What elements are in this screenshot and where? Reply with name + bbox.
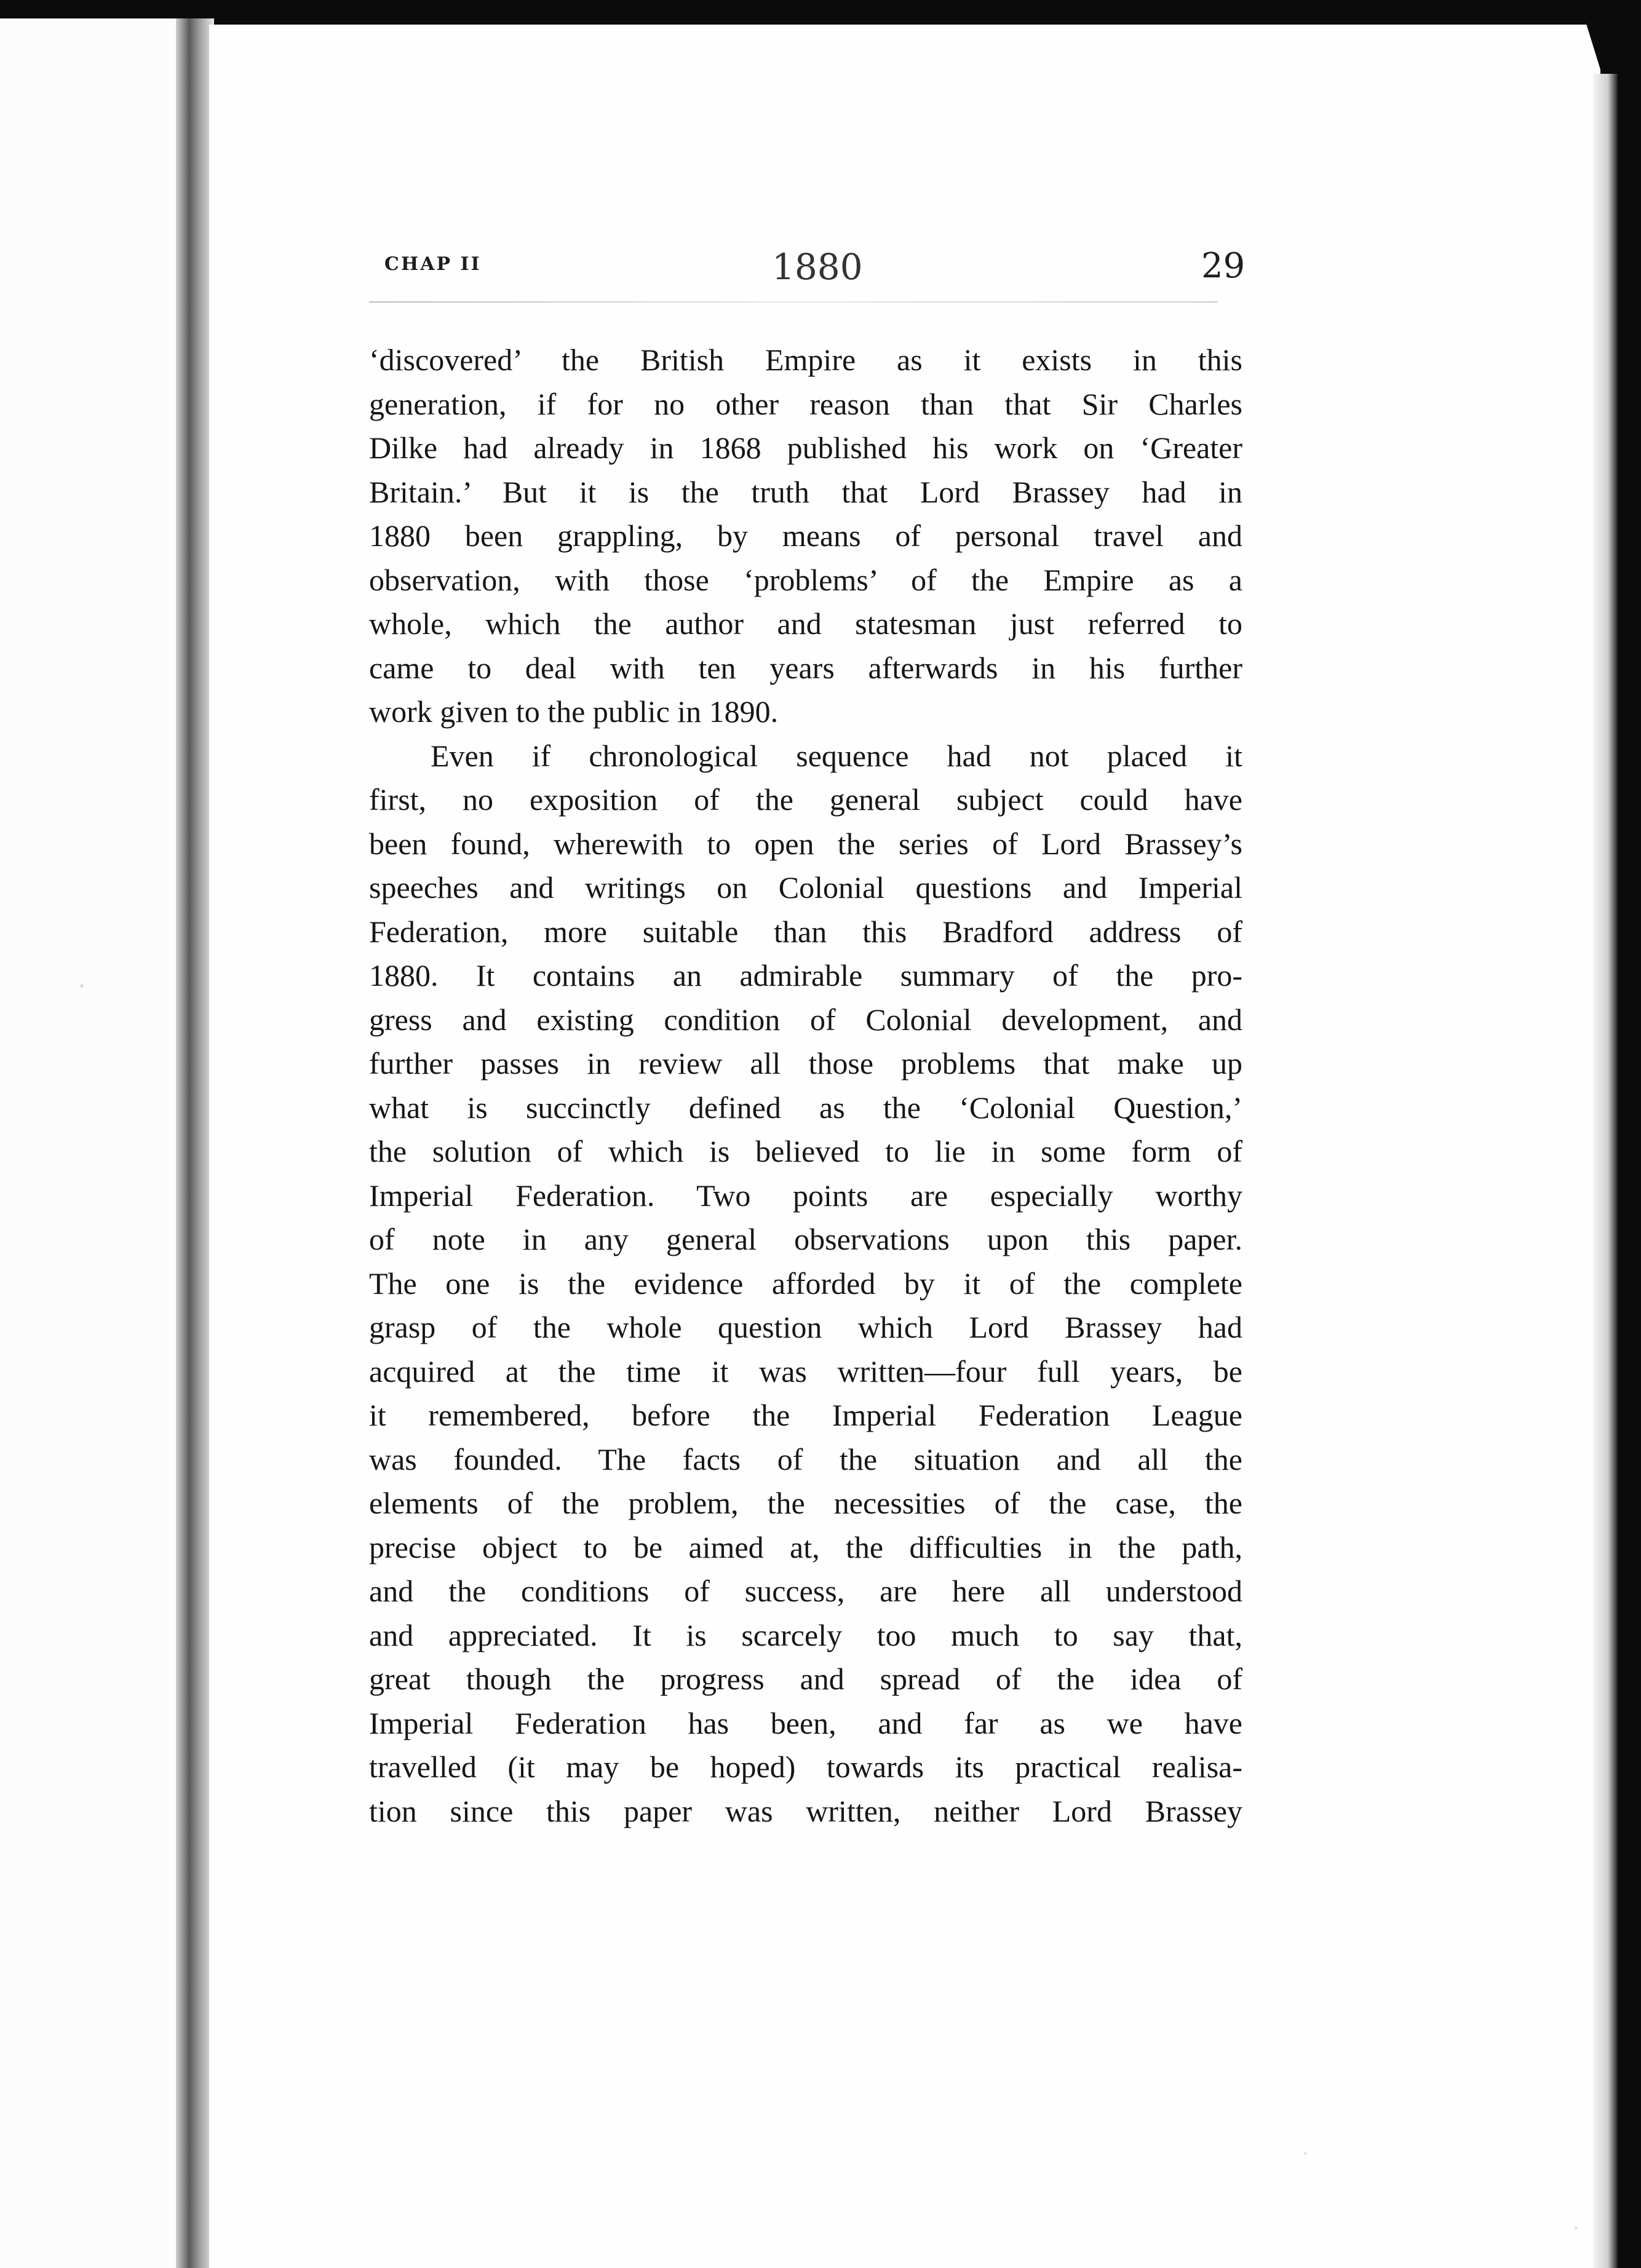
text-line: whole, which the author and statesman just referred to [369,606,1242,641]
page-right-edge [1593,74,1618,2268]
scan-speck [80,984,84,988]
text-line: the solution of which is believed to lie in some form of [369,1134,1242,1168]
text-line: ‘discovered’ the British Empire as it exists in this [369,343,1242,377]
text-line: Britain.’ But it is the truth that Lord Brassey had in [369,474,1242,509]
text-line: was founded. The facts of the situation and all the [369,1441,1242,1477]
text-line: 1880 been grappling, by means of personal travel and [369,518,1242,553]
text-line: Imperial Federation. Two points are especially worthy [369,1178,1242,1213]
text-line: and appreciated. It is scarcely too much to say that, [369,1617,1242,1652]
text-line: Imperial Federation has been, and far as we have [369,1705,1242,1740]
text-line: The one is the evidence afforded by it of the complete [369,1266,1242,1301]
text-line: work given to the public in 1890. [369,694,779,729]
text-line: been found, wherewith to open the series of Lord Brassey’s [369,826,1242,861]
book-gutter-shadow [176,18,214,2268]
facing-page-edge [0,18,185,2268]
text-line: tion since this paper was written, neither Lord Brassey [369,1793,1242,1828]
text-line: elements of the problem, the necessities of the case, the [369,1486,1242,1520]
text-line: acquired at the time it was written—four full years, be [369,1354,1242,1389]
text-line: first, no exposition of the general subject could have [369,782,1242,817]
text-line: it remembered, before the Imperial Federation League [369,1398,1242,1432]
scan-speck [1575,2226,1578,2229]
text-line: observation, with those ‘problems’ of the Empire as a [369,562,1242,597]
text-line: what is succinctly defined as the ‘Colonial Question,’ [369,1090,1242,1125]
text-line: generation, if for no other reason than that Sir Charles [369,386,1242,421]
text-line: gress and existing condition of Colonial development, and [369,1002,1242,1037]
body-text [369,338,1242,1833]
text-line: 1880. It contains an admirable summary of the pro- [369,958,1242,993]
text-line: Even if chronological sequence had not placed it [431,738,1242,773]
text-line: great though the progress and spread of the idea of [369,1662,1242,1696]
header-rule [369,301,1218,303]
page-number: 29 [1201,246,1246,286]
text-line: came to deal with ten years afterwards in his further [369,650,1242,685]
scan-speck [1304,2152,1306,2155]
text-line: of note in any general observations upon this paper. [369,1222,1242,1256]
text-line: travelled (it may be hoped) towards its practical realisa- [369,1750,1242,1784]
text-line: Dilke had already in 1868 published his work on ‘Greater [369,430,1242,465]
chapter-label: CHAP II [384,253,482,275]
text-line: speeches and writings on Colonial questions and Imperial [369,870,1242,905]
header-year: 1880 [772,246,863,288]
text-line: Federation, more suitable than this Bradford address of [369,914,1242,949]
running-header [384,246,1246,314]
text-line: precise object to be aimed at, the difficulties in the path, [369,1529,1242,1564]
text-line: grasp of the whole question which Lord Brassey had [369,1310,1242,1344]
text-line: and the conditions of success, are here all understood [369,1574,1242,1608]
text-line: further passes in review all those problems that make up [369,1046,1242,1080]
